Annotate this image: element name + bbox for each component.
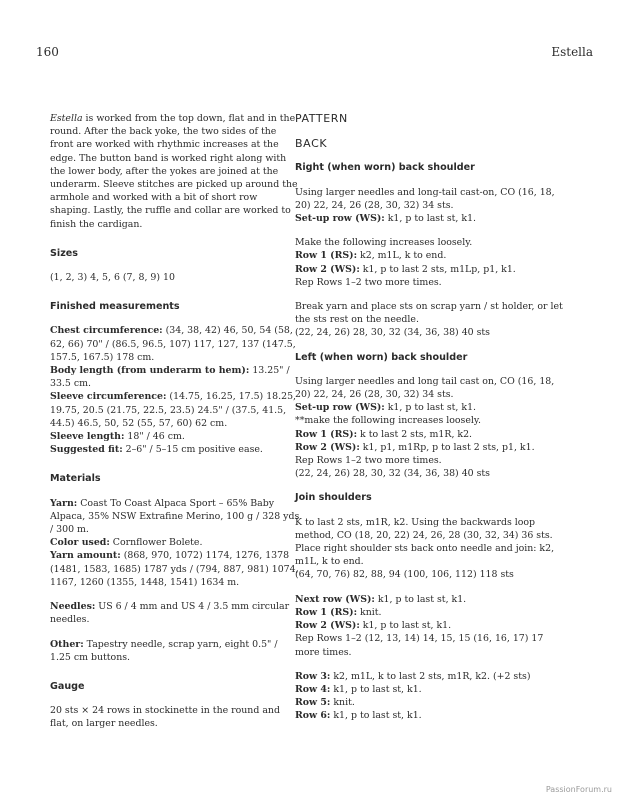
page-number: 160	[36, 45, 59, 59]
right-repeat: Rep Rows 1–2 two more times.	[295, 276, 442, 288]
pattern-title: PATTERN	[295, 112, 348, 125]
right-break: Break yarn and place sts on scrap yarn / st holder, or let the sts rest on the needle.	[295, 301, 563, 326]
join-heading: Join shoulders	[295, 492, 372, 504]
spacer	[295, 289, 565, 300]
back-section-title: BACK	[295, 137, 328, 151]
join-text: K to last 2 sts, m1R, k2. Using the backwards loop method, CO (18, 20, 22) 24, 26, 28 (30, 32, 34) 36 sts. Place right shoulder sts back onto needle and join: k2, m1L, k to end.	[295, 516, 555, 568]
row-label: Row 1 (RS):	[295, 250, 358, 262]
finished-value: (14.75, 16.25, 17.5) 18.25, 19.75, 20.5 (21.75, 22.5, 23.5) 24.5" / (37.5, 41.5, 44.5) 46.5, 50, 52 (55, 57, 60) 62 cm.	[50, 391, 297, 429]
spacer	[295, 340, 565, 351]
join-row-1	[295, 606, 565, 619]
other-value: Tapestry needle, scrap yarn, eight 0.5" / 1.25 cm buttons.	[50, 638, 278, 663]
material-value: (868, 970, 1072) 1174, 1276, 1378 (1481, 1583, 1685) 1787 yds / (794, 887, 981) 1074, 1167, 1260 (1355, 1448, 1541) 1634 m.	[50, 550, 299, 588]
finished-item	[50, 430, 300, 443]
finished-item	[50, 390, 300, 430]
sizes-text: (1, 2, 3) 4, 5, 6 (7, 8, 9) 10	[50, 272, 175, 284]
left-cast-on: Using larger needles and long tail cast on, CO (16, 18, 20) 22, 24, 26 (28, 30, 32) 34 sts.	[295, 375, 555, 401]
finished-item	[50, 324, 300, 364]
setup-text: k1, p to last st, k1.	[384, 402, 477, 414]
join-row-3	[295, 670, 565, 683]
intro-text: is worked from the top down, flat and in the round. After the back yoke, the two sides of the front are worked with rhythmic increases at the edge. The button band is worked right along with the lower body, after the yokes are joined at the underarm. Sleeve stitches are picked up around the armhole and worked with a bit of short row shaping. Lastly, the ruffle and collar are worked to finish the cardigan.	[50, 113, 298, 230]
row-label: Row 2 (WS):	[295, 620, 360, 632]
material-item	[50, 536, 300, 549]
right-cast-on: Using larger needles and long-tail cast-on, CO (16, 18, 20) 22, 24, 26 (28, 30, 32) 34 sts.	[295, 186, 555, 211]
finished-value: 18" / 46 cm.	[124, 431, 185, 443]
row-text: k2, m1L, k to last 2 sts, m1R, k2. (+2 sts)	[330, 670, 531, 682]
left-count: (22, 24, 26) 28, 30, 32 (34, 36, 38) 40 sts	[295, 468, 490, 480]
needles-label: Needles:	[50, 601, 96, 613]
join-repeat: Rep Rows 1–2 (12, 13, 14) 14, 15, 15 (16, 16, 17) 17 more times.	[295, 633, 544, 658]
row-text: k to last 2 sts, m1R, k2.	[357, 428, 473, 440]
join-row-5	[295, 696, 565, 709]
join-next-row	[295, 593, 565, 606]
right-row-2	[295, 263, 565, 276]
left-row-2	[295, 441, 565, 454]
material-label: Yarn amount:	[50, 550, 121, 562]
join-row-6	[295, 709, 565, 722]
row-label: Row 2 (WS):	[295, 263, 360, 275]
finished-item	[50, 364, 300, 390]
other-item	[50, 638, 300, 664]
right-shoulder-heading: Right (when worn) back shoulder	[295, 162, 475, 174]
row-label: Next row (WS):	[295, 593, 375, 605]
intro-paragraph	[50, 112, 300, 231]
row-label: Row 2 (WS):	[295, 441, 360, 453]
setup-label: Set-up row (WS):	[295, 402, 385, 414]
finished-label: Suggested fit:	[50, 444, 123, 456]
row-text: k1, p to last st, k1.	[359, 620, 452, 632]
right-row-1	[295, 249, 565, 262]
needles-item	[50, 600, 300, 626]
gauge-heading: Gauge	[50, 680, 85, 692]
material-label: Yarn:	[50, 497, 78, 509]
join-row-2	[295, 619, 565, 632]
right-column	[295, 112, 565, 723]
row-text: knit.	[330, 697, 355, 709]
finished-item	[50, 443, 300, 456]
material-item	[50, 497, 300, 537]
row-label: Row 5:	[295, 697, 331, 709]
row-text: k1, p to last st, k1.	[374, 593, 467, 605]
material-value: Cornflower Bolete.	[109, 537, 203, 549]
row-text: k1, p1, m1Rp, p to last 2 sts, p1, k1.	[359, 441, 535, 453]
watermark: PassionForum.ru	[545, 785, 612, 794]
row-text: k1, p to last st, k1.	[330, 710, 422, 722]
spacer	[295, 582, 565, 593]
right-count: (22, 24, 26) 28, 30, 32 (34, 36, 38) 40 sts	[295, 327, 490, 339]
spacer	[295, 480, 565, 491]
row-text: k2, m1L, k to end.	[357, 250, 447, 262]
other-label: Other:	[50, 638, 84, 650]
row-label: Row 4:	[295, 683, 331, 695]
finished-value: 2–6" / 5–15 cm positive ease.	[122, 444, 263, 456]
row-text: knit.	[357, 606, 382, 618]
finished-value: 13.25" / 33.5 cm.	[50, 365, 290, 390]
material-label: Color used:	[50, 537, 110, 549]
needles-value: US 6 / 4 mm and US 4 / 3.5 mm circular needles.	[50, 601, 290, 626]
setup-text: k1, p to last st, k1.	[384, 213, 477, 225]
material-item	[50, 549, 300, 589]
left-row-1	[295, 428, 565, 441]
join-count: (64, 70, 76) 82, 88, 94 (100, 106, 112) 118 sts	[295, 569, 514, 581]
finished-heading: Finished measurements	[50, 301, 180, 313]
left-setup-row	[295, 401, 565, 414]
right-setup-row	[295, 212, 565, 225]
finished-label: Body length (from underarm to hem):	[50, 365, 250, 377]
spacer	[295, 225, 565, 236]
material-value: Coast To Coast Alpaca Sport – 65% Baby Alpaca, 35% NSW Extrafine Merino, 100 g / 328 yds / 300 m.	[50, 497, 300, 536]
setup-label: Set-up row (WS):	[295, 213, 385, 225]
row-label: Row 6:	[295, 710, 331, 722]
row-text: k1, p to last st, k1.	[330, 683, 422, 695]
sizes-heading: Sizes	[50, 247, 78, 259]
left-inc-intro: **make the following increases loosely.	[295, 415, 481, 427]
left-shoulder-heading: Left (when worn) back shoulder	[295, 351, 468, 363]
spacer	[50, 627, 300, 638]
finished-value: (34, 38, 42) 46, 50, 54 (58, 62, 66) 70" / (86.5, 96.5, 107) 117, 127, 137 (147.5, 157.5, 167.5) 178 cm.	[50, 325, 296, 363]
spacer	[295, 659, 565, 670]
finished-label: Sleeve circumference:	[50, 391, 167, 403]
intro-italic-title: Estella	[50, 113, 83, 124]
finished-label: Sleeve length:	[50, 431, 125, 443]
right-inc-intro: Make the following increases loosely.	[295, 237, 473, 249]
join-row-4	[295, 683, 565, 696]
left-column	[50, 112, 300, 731]
running-title: Estella	[551, 45, 593, 59]
materials-heading: Materials	[50, 473, 101, 485]
gauge-text: 20 sts × 24 rows in stockinette in the round and flat, on larger needles.	[50, 705, 280, 730]
left-repeat: Rep Rows 1–2 two more times.	[295, 455, 442, 467]
finished-label: Chest circumference:	[50, 325, 163, 337]
spacer	[50, 589, 300, 600]
row-label: Row 1 (RS):	[295, 428, 358, 440]
row-text: k1, p to last 2 sts, m1Lp, p1, k1.	[359, 263, 516, 275]
row-label: Row 1 (RS):	[295, 606, 358, 618]
row-label: Row 3:	[295, 670, 331, 682]
